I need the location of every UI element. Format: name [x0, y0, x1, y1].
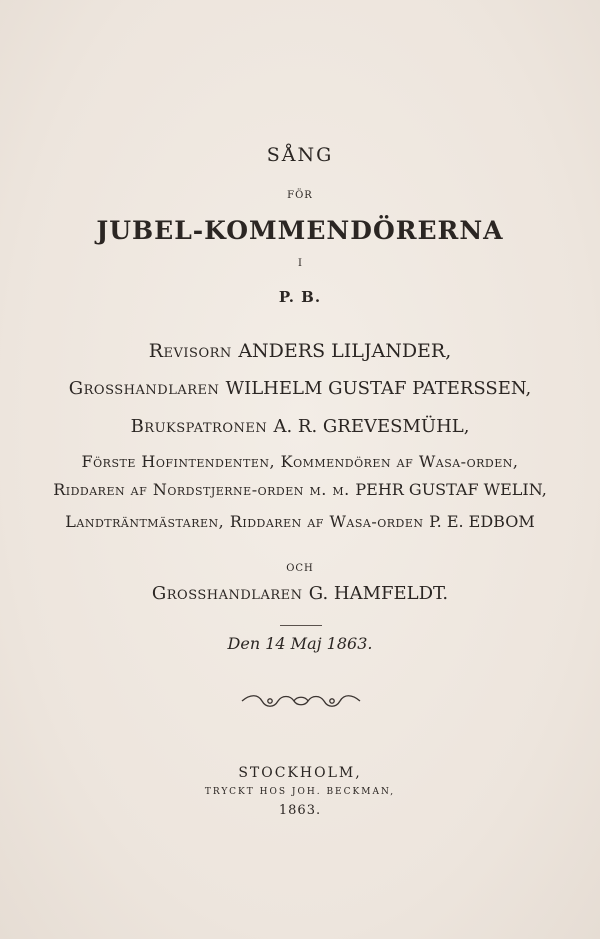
honoree-line-7 — [0, 583, 600, 604]
honoree-title: Grosshandlaren — [151, 583, 303, 604]
honoree-name: A. R. GREVESMÜHL, — [273, 416, 470, 437]
honoree-name: ANDERS LILJANDER, — [238, 340, 452, 362]
honoree-title: Landträntmästaren, Riddaren af Wasa-orden — [65, 512, 424, 531]
honoree-line-2 — [0, 378, 600, 399]
title-sang: SÅNG — [266, 144, 334, 166]
imprint-year: 1863. — [278, 803, 322, 818]
honoree-line-5 — [0, 480, 600, 499]
title-main: JUBEL-KOMMENDÖRERNA — [96, 216, 504, 245]
honoree-line-1 — [0, 340, 600, 362]
honoree-name: PEHR GUSTAF WELIN, — [355, 480, 547, 499]
date-line: Den 14 Maj 1863. — [227, 634, 373, 653]
ornament-flourish — [240, 692, 362, 710]
imprint-printer: TRYCKT HOS JOH. BECKMAN, — [204, 787, 396, 797]
honoree-line-6 — [0, 512, 600, 531]
honoree-title: Riddaren af Nordstjerne-orden m. m. — [53, 480, 350, 499]
honoree-title: Revisorn — [148, 340, 232, 362]
title-i: I — [298, 258, 302, 269]
title-for: FÖR — [287, 190, 313, 201]
conjunction-och: OCH — [286, 563, 314, 574]
honoree-line-4 — [0, 452, 600, 471]
title-pb: P. B. — [278, 288, 322, 306]
honoree-name: WILHELM GUSTAF PATERSSEN, — [225, 378, 532, 399]
honoree-title: Grosshandlaren — [68, 378, 220, 399]
honoree-name: G. HAMFELDT. — [308, 583, 449, 604]
honoree-title: Förste Hofintendenten, Kommendören af Wasa-orden, — [81, 452, 519, 471]
honoree-line-3 — [0, 416, 600, 437]
divider-rule — [280, 625, 322, 626]
honoree-name: P. E. EDBOM — [429, 512, 535, 531]
honoree-title: Brukspatronen — [130, 416, 268, 437]
imprint-city: STOCKHOLM, — [238, 765, 362, 781]
